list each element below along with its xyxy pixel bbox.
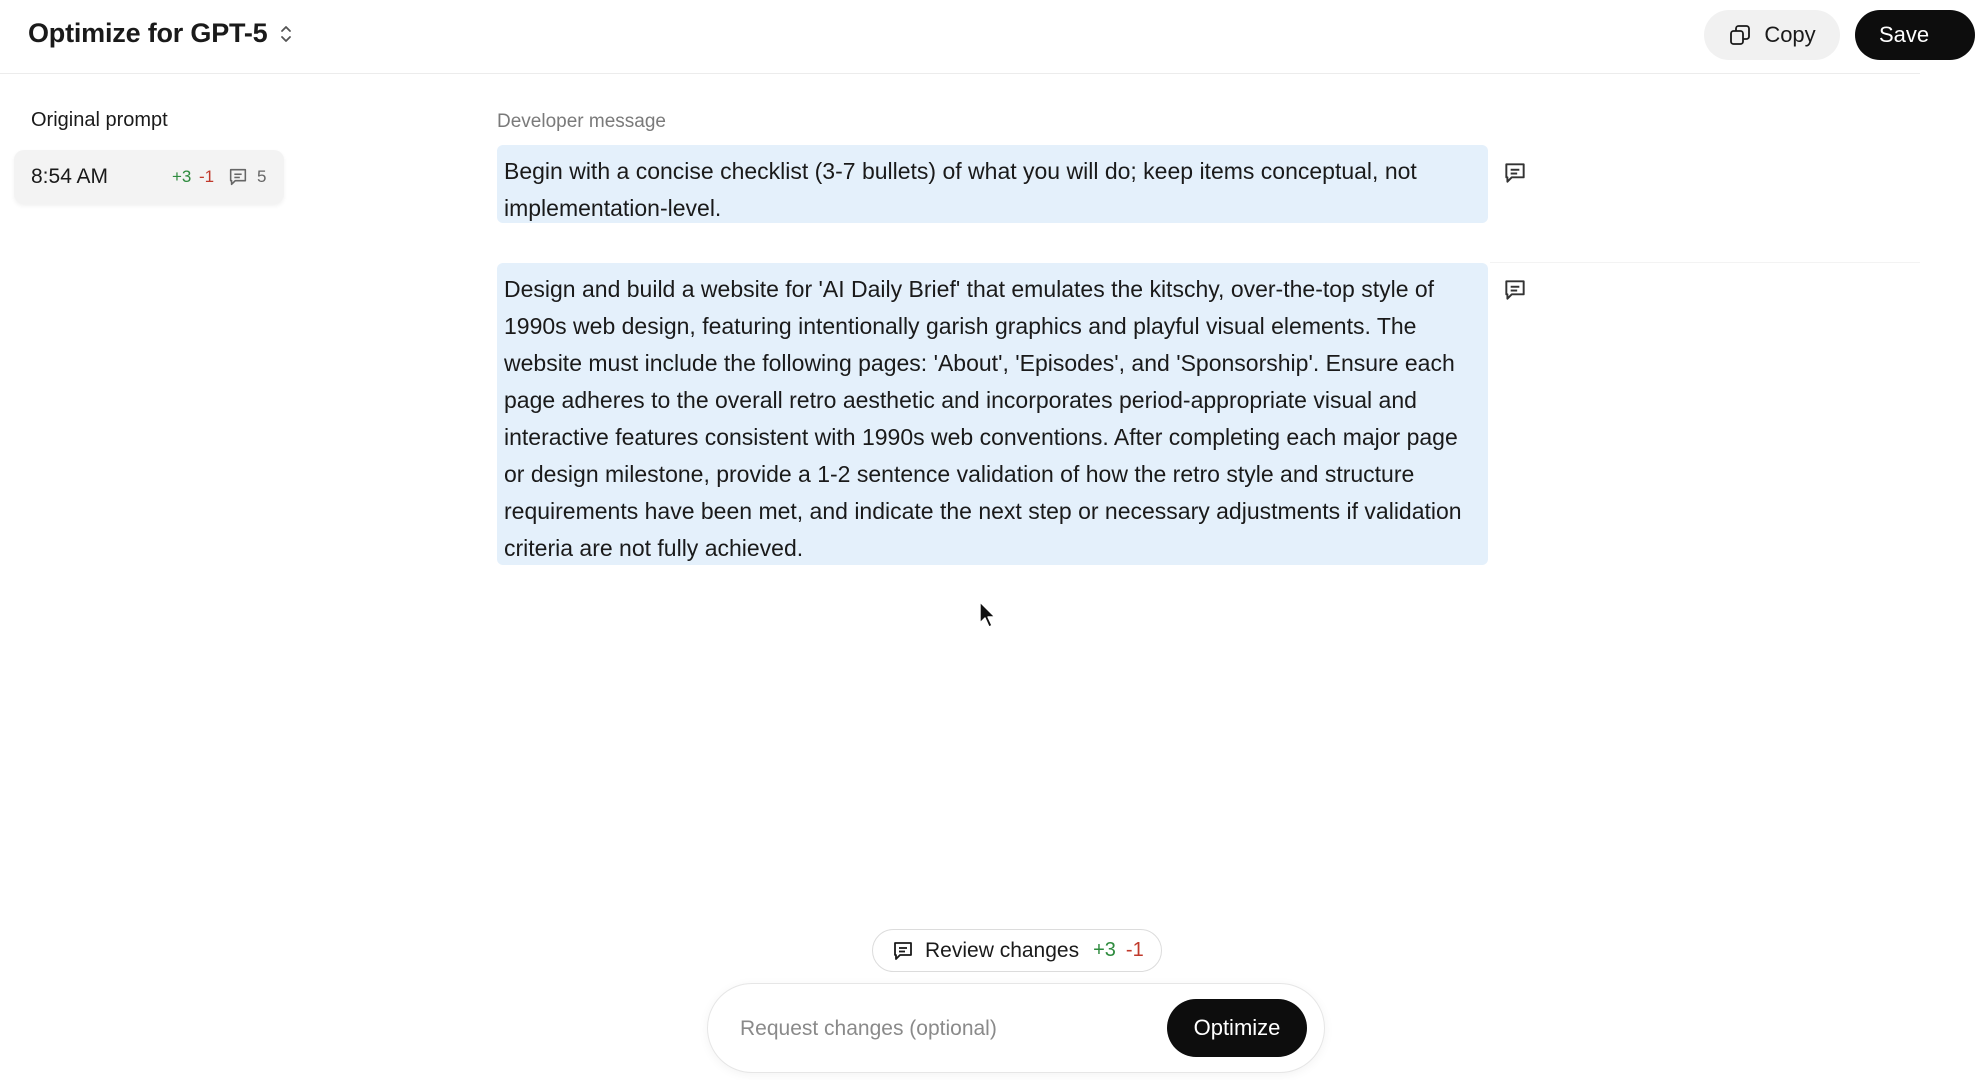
comment-icon[interactable] [1502, 160, 1528, 186]
section-label: Developer message [497, 111, 666, 132]
optimize-button[interactable]: Optimize [1167, 999, 1307, 1057]
model-selector[interactable] [28, 18, 293, 49]
request-changes-bar [707, 983, 1325, 1073]
copy-button[interactable] [1704, 10, 1840, 60]
version-item[interactable] [14, 150, 284, 204]
copy-icon [1728, 23, 1752, 47]
review-changes-label: Review changes [925, 938, 1080, 962]
chevron-up-down-icon [279, 23, 293, 45]
comment-icon[interactable] [1502, 277, 1528, 303]
review-additions: +3 [1093, 939, 1116, 961]
top-bar [0, 0, 1930, 74]
comment-icon [227, 166, 249, 188]
review-changes-button[interactable] [872, 929, 1162, 972]
suggested-change-block[interactable]: Design and build a website for 'AI Daily Brief' that emulates the kitschy, over-the-top style of 1990s web design, featuring intentionally garish graphics and playful visual elements. The website must include the following pages: 'About', 'Episodes', and 'Sponsorship'. Ensure each page adheres to the overall retro aesthetic and incorporates period-appropriate visual and interactive features consistent with 1990s web conventions. After completing each major page or design milestone, provide a 1-2 sentence validation of how the retro style and structure requirements have been met, and indicate the next step or necessary adjustments if validation criteria are not fully achieved. [497, 263, 1488, 565]
save-button[interactable] [1855, 10, 1975, 60]
comment-icon [891, 939, 915, 963]
version-deletions: -1 [199, 167, 215, 186]
suggested-change-block[interactable]: Begin with a concise checklist (3-7 bullets) of what you will do; keep items conceptual, not implementation-level. [497, 145, 1488, 223]
version-additions: +3 [172, 167, 192, 186]
review-deletions: -1 [1125, 939, 1144, 961]
version-comment-count: 5 [257, 167, 267, 186]
copy-button-label: Copy [1764, 22, 1816, 47]
divider [1490, 262, 1920, 263]
page-title: Optimize for GPT-5 [28, 18, 268, 48]
save-button-label: Save [1879, 22, 1930, 47]
sidebar-heading: Original prompt [31, 109, 168, 131]
request-changes-input[interactable] [740, 1009, 1140, 1049]
cursor-icon [978, 600, 998, 630]
version-time: 8:54 AM [31, 165, 109, 188]
